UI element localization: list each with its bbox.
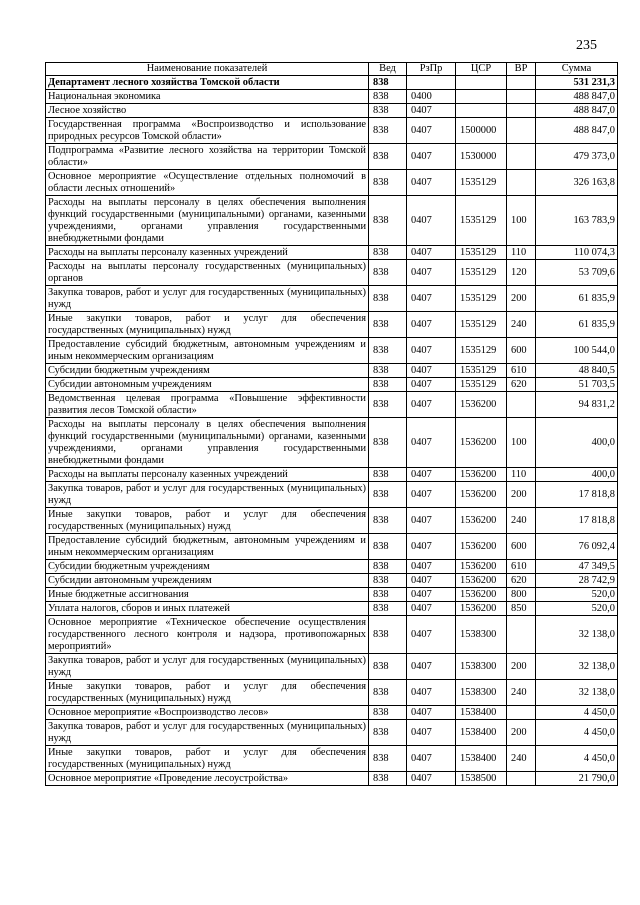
row-sum: 32 138,0: [536, 680, 618, 706]
row-rzpr: 0407: [407, 196, 456, 246]
row-ved: 838: [369, 196, 407, 246]
row-sum: 488 847,0: [536, 118, 618, 144]
row-csr: 1536200: [456, 482, 507, 508]
row-sum: 479 373,0: [536, 144, 618, 170]
header-vr: ВР: [507, 63, 536, 76]
row-name: Закупка товаров, работ и услуг для государственных (муниципальных) нужд: [46, 654, 369, 680]
row-sum: 400,0: [536, 418, 618, 468]
row-sum: 76 092,4: [536, 534, 618, 560]
header-name: Наименование показателей: [46, 63, 369, 76]
table-row: [46, 574, 618, 588]
row-vr: [507, 90, 536, 104]
row-sum: 520,0: [536, 602, 618, 616]
row-name: Иные закупки товаров, работ и услуг для обеспечения государственных (муниципальных) нужд: [46, 312, 369, 338]
row-sum: 488 847,0: [536, 90, 618, 104]
row-name: Подпрограмма «Развитие лесного хозяйства на территории Томской области»: [46, 144, 369, 170]
table-row: [46, 144, 618, 170]
row-ved: 838: [369, 418, 407, 468]
table-row: [46, 286, 618, 312]
row-ved: 838: [369, 286, 407, 312]
row-sum: 17 818,8: [536, 482, 618, 508]
row-name: Департамент лесного хозяйства Томской области: [46, 76, 369, 90]
header-csr: ЦСР: [456, 63, 507, 76]
row-csr: 1535129: [456, 338, 507, 364]
row-vr: 100: [507, 418, 536, 468]
row-name: Иные закупки товаров, работ и услуг для обеспечения государственных (муниципальных) нужд: [46, 746, 369, 772]
row-vr: [507, 144, 536, 170]
row-ved: 838: [369, 104, 407, 118]
row-csr: 1535129: [456, 196, 507, 246]
row-csr: 1538400: [456, 706, 507, 720]
row-ved: 838: [369, 118, 407, 144]
row-ved: 838: [369, 588, 407, 602]
row-csr: 1536200: [456, 588, 507, 602]
table-row: [46, 418, 618, 468]
row-csr: 1535129: [456, 170, 507, 196]
row-rzpr: 0407: [407, 574, 456, 588]
row-csr: 1535129: [456, 260, 507, 286]
row-csr: 1530000: [456, 144, 507, 170]
row-sum: 531 231,3: [536, 76, 618, 90]
row-name: Закупка товаров, работ и услуг для государственных (муниципальных) нужд: [46, 482, 369, 508]
table-body: [46, 76, 618, 786]
row-rzpr: 0407: [407, 602, 456, 616]
row-vr: 200: [507, 654, 536, 680]
row-ved: 838: [369, 616, 407, 654]
table-row: [46, 680, 618, 706]
row-csr: 1538300: [456, 680, 507, 706]
row-sum: 520,0: [536, 588, 618, 602]
row-ved: 838: [369, 468, 407, 482]
row-csr: 1500000: [456, 118, 507, 144]
row-csr: 1536200: [456, 418, 507, 468]
row-name: Расходы на выплаты персоналу в целях обеспечения выполнения функций государственными (муниципальными) органами, казенными учреждениями, органами управления государственными внебюджетными фондами: [46, 196, 369, 246]
row-vr: 100: [507, 196, 536, 246]
row-rzpr: 0407: [407, 260, 456, 286]
row-rzpr: 0407: [407, 144, 456, 170]
row-csr: [456, 90, 507, 104]
table-header-row: [46, 63, 618, 76]
row-sum: 17 818,8: [536, 508, 618, 534]
row-sum: 32 138,0: [536, 616, 618, 654]
table-row: [46, 534, 618, 560]
table-row: [46, 482, 618, 508]
row-csr: 1535129: [456, 286, 507, 312]
table-row: [46, 706, 618, 720]
row-sum: 400,0: [536, 468, 618, 482]
row-ved: 838: [369, 338, 407, 364]
row-name: Ведомственная целевая программа «Повышение эффективности развития лесов Томской области»: [46, 392, 369, 418]
row-ved: 838: [369, 602, 407, 616]
row-csr: 1536200: [456, 468, 507, 482]
table-row: [46, 588, 618, 602]
row-ved: 838: [369, 260, 407, 286]
row-name: Расходы на выплаты персоналу казенных учреждений: [46, 246, 369, 260]
row-rzpr: 0407: [407, 534, 456, 560]
row-vr: 200: [507, 482, 536, 508]
row-csr: 1535129: [456, 312, 507, 338]
row-csr: 1538300: [456, 616, 507, 654]
row-rzpr: 0407: [407, 286, 456, 312]
row-rzpr: 0407: [407, 508, 456, 534]
table-row: [46, 260, 618, 286]
row-vr: 800: [507, 588, 536, 602]
row-csr: 1536200: [456, 508, 507, 534]
row-name: Предоставление субсидий бюджетным, автономным учреждениям и иным некоммерческим организациям: [46, 534, 369, 560]
row-name: Основное мероприятие «Осуществление отдельных полномочий в области лесных отношений»: [46, 170, 369, 196]
row-sum: 100 544,0: [536, 338, 618, 364]
row-sum: 94 831,2: [536, 392, 618, 418]
row-name: Субсидии бюджетным учреждениям: [46, 364, 369, 378]
row-vr: 600: [507, 534, 536, 560]
row-csr: [456, 104, 507, 118]
row-sum: 488 847,0: [536, 104, 618, 118]
row-name: Лесное хозяйство: [46, 104, 369, 118]
row-name: Расходы на выплаты персоналу в целях обеспечения выполнения функций государственными (муниципальными) органами, казенными учреждениями, органами управления государственными внебюджетными фондами: [46, 418, 369, 468]
table-row: [46, 90, 618, 104]
row-vr: 240: [507, 508, 536, 534]
row-rzpr: 0407: [407, 312, 456, 338]
row-csr: 1536200: [456, 534, 507, 560]
row-rzpr: 0407: [407, 706, 456, 720]
row-sum: 48 840,5: [536, 364, 618, 378]
header-sum: Сумма: [536, 63, 618, 76]
header-ved: Вед: [369, 63, 407, 76]
table-row: [46, 720, 618, 746]
row-csr: 1536200: [456, 560, 507, 574]
row-vr: [507, 392, 536, 418]
row-rzpr: 0407: [407, 364, 456, 378]
row-vr: 120: [507, 260, 536, 286]
table-row: [46, 508, 618, 534]
table-row: [46, 104, 618, 118]
row-csr: 1536200: [456, 392, 507, 418]
row-ved: 838: [369, 508, 407, 534]
row-sum: 21 790,0: [536, 772, 618, 786]
row-rzpr: 0407: [407, 772, 456, 786]
row-rzpr: 0407: [407, 378, 456, 392]
row-ved: 838: [369, 654, 407, 680]
row-vr: 240: [507, 746, 536, 772]
row-name: Основное мероприятие «Техническое обеспечение осуществления государственного лесного контроля и надзора, противопожарных мероприятий»: [46, 616, 369, 654]
row-sum: 163 783,9: [536, 196, 618, 246]
row-name: Закупка товаров, работ и услуг для государственных (муниципальных) нужд: [46, 286, 369, 312]
row-ved: 838: [369, 90, 407, 104]
row-csr: [456, 76, 507, 90]
row-rzpr: 0407: [407, 468, 456, 482]
table-row: [46, 312, 618, 338]
row-vr: 850: [507, 602, 536, 616]
row-sum: 326 163,8: [536, 170, 618, 196]
row-ved: 838: [369, 574, 407, 588]
row-ved: 838: [369, 392, 407, 418]
row-name: Национальная экономика: [46, 90, 369, 104]
row-rzpr: 0407: [407, 338, 456, 364]
table-row: [46, 170, 618, 196]
table-row: [46, 392, 618, 418]
row-vr: [507, 706, 536, 720]
row-rzpr: 0407: [407, 118, 456, 144]
row-name: Основное мероприятие «Проведение лесоустройства»: [46, 772, 369, 786]
row-sum: 47 349,5: [536, 560, 618, 574]
table-row: [46, 468, 618, 482]
row-rzpr: 0407: [407, 616, 456, 654]
row-name: Предоставление субсидий бюджетным, автономным учреждениям и иным некоммерческим организациям: [46, 338, 369, 364]
row-rzpr: 0407: [407, 418, 456, 468]
row-vr: 600: [507, 338, 536, 364]
row-name: Субсидии автономным учреждениям: [46, 378, 369, 392]
row-csr: 1535129: [456, 364, 507, 378]
row-ved: 838: [369, 144, 407, 170]
row-sum: 61 835,9: [536, 286, 618, 312]
row-sum: 61 835,9: [536, 312, 618, 338]
row-sum: 4 450,0: [536, 720, 618, 746]
table-row: [46, 602, 618, 616]
row-vr: [507, 616, 536, 654]
row-name: Расходы на выплаты персоналу казенных учреждений: [46, 468, 369, 482]
row-vr: 240: [507, 312, 536, 338]
row-sum: 51 703,5: [536, 378, 618, 392]
row-ved: 838: [369, 312, 407, 338]
row-rzpr: 0407: [407, 392, 456, 418]
row-ved: 838: [369, 680, 407, 706]
row-name: Государственная программа «Воспроизводство и использование природных ресурсов Томской области»: [46, 118, 369, 144]
row-ved: 838: [369, 378, 407, 392]
row-vr: 110: [507, 468, 536, 482]
row-csr: 1536200: [456, 602, 507, 616]
row-ved: 838: [369, 706, 407, 720]
row-vr: 110: [507, 246, 536, 260]
row-name: Иные закупки товаров, работ и услуг для обеспечения государственных (муниципальных) нужд: [46, 508, 369, 534]
table-row: [46, 378, 618, 392]
row-rzpr: 0400: [407, 90, 456, 104]
table-row: [46, 76, 618, 90]
row-sum: 32 138,0: [536, 654, 618, 680]
row-rzpr: 0407: [407, 246, 456, 260]
row-sum: 53 709,6: [536, 260, 618, 286]
budget-table: [45, 62, 618, 786]
row-sum: 4 450,0: [536, 746, 618, 772]
row-rzpr: 0407: [407, 680, 456, 706]
row-csr: 1538500: [456, 772, 507, 786]
row-name: Закупка товаров, работ и услуг для государственных (муниципальных) нужд: [46, 720, 369, 746]
row-name: Основное мероприятие «Воспроизводство лесов»: [46, 706, 369, 720]
row-ved: 838: [369, 246, 407, 260]
row-vr: 240: [507, 680, 536, 706]
row-csr: 1538300: [456, 654, 507, 680]
row-rzpr: 0407: [407, 482, 456, 508]
row-vr: 620: [507, 574, 536, 588]
row-name: Расходы на выплаты персоналу государственных (муниципальных) органов: [46, 260, 369, 286]
row-ved: 838: [369, 746, 407, 772]
row-csr: 1538400: [456, 720, 507, 746]
row-sum: 110 074,3: [536, 246, 618, 260]
row-ved: 838: [369, 772, 407, 786]
row-rzpr: [407, 76, 456, 90]
table-row: [46, 246, 618, 260]
row-vr: 610: [507, 364, 536, 378]
row-name: Иные закупки товаров, работ и услуг для обеспечения государственных (муниципальных) нужд: [46, 680, 369, 706]
row-csr: 1535129: [456, 378, 507, 392]
row-name: Уплата налогов, сборов и иных платежей: [46, 602, 369, 616]
row-rzpr: 0407: [407, 720, 456, 746]
row-vr: [507, 104, 536, 118]
row-ved: 838: [369, 364, 407, 378]
row-vr: 200: [507, 720, 536, 746]
row-ved: 838: [369, 720, 407, 746]
row-ved: 838: [369, 560, 407, 574]
row-rzpr: 0407: [407, 104, 456, 118]
row-sum: 4 450,0: [536, 706, 618, 720]
row-vr: [507, 772, 536, 786]
row-csr: 1538400: [456, 746, 507, 772]
header-rzpr: РзПр: [407, 63, 456, 76]
table-row: [46, 364, 618, 378]
row-sum: 28 742,9: [536, 574, 618, 588]
row-rzpr: 0407: [407, 654, 456, 680]
table-row: [46, 196, 618, 246]
table-row: [46, 772, 618, 786]
table-row: [46, 560, 618, 574]
table-row: [46, 616, 618, 654]
table-row: [46, 746, 618, 772]
row-ved: 838: [369, 534, 407, 560]
row-csr: 1536200: [456, 574, 507, 588]
row-ved: 838: [369, 170, 407, 196]
row-name: Иные бюджетные ассигнования: [46, 588, 369, 602]
page-number: 235: [576, 38, 597, 53]
row-vr: 200: [507, 286, 536, 312]
row-ved: 838: [369, 482, 407, 508]
row-vr: [507, 170, 536, 196]
table-row: [46, 338, 618, 364]
row-rzpr: 0407: [407, 746, 456, 772]
table-row: [46, 118, 618, 144]
row-ved: 838: [369, 76, 407, 90]
row-vr: 620: [507, 378, 536, 392]
row-vr: [507, 76, 536, 90]
table-row: [46, 654, 618, 680]
row-name: Субсидии бюджетным учреждениям: [46, 560, 369, 574]
row-rzpr: 0407: [407, 588, 456, 602]
row-rzpr: 0407: [407, 560, 456, 574]
row-vr: [507, 118, 536, 144]
row-rzpr: 0407: [407, 170, 456, 196]
row-name: Субсидии автономным учреждениям: [46, 574, 369, 588]
row-csr: 1535129: [456, 246, 507, 260]
row-vr: 610: [507, 560, 536, 574]
